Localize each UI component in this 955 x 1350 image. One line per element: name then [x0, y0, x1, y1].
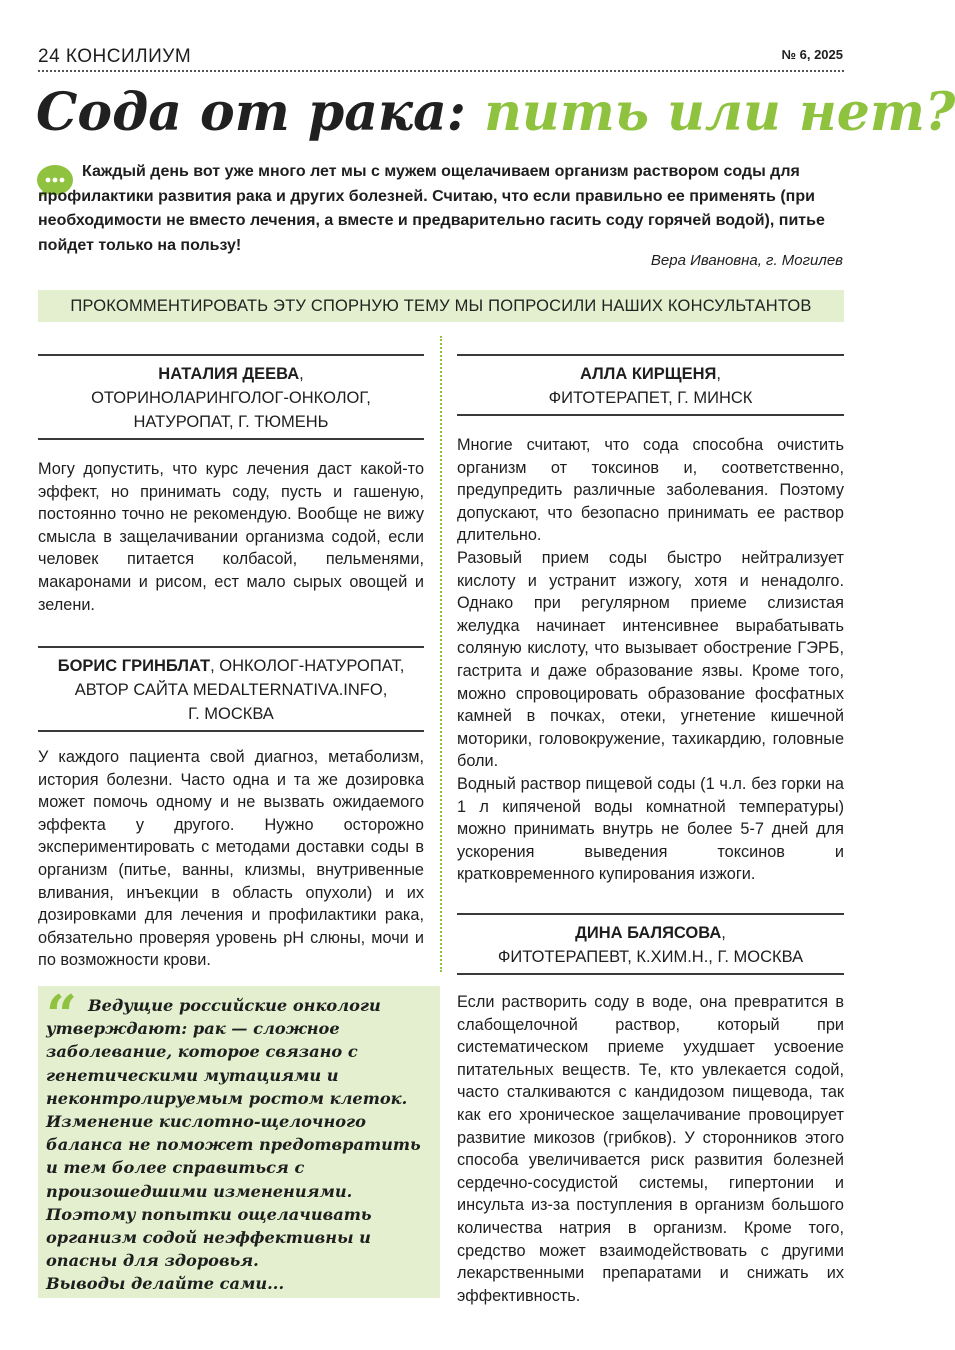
quote-box [38, 983, 440, 1298]
expert-comment: У каждого пациента свой диагноз, метаболизм, история болезни. Часто одна и та же дозировка может помочь одному и не вызвать ожидаемого эффекта у другого. Нужно осторожно экспериментировать с методами доставки соды в организм (питье, ванны, клизмы, внутривенные вливания, инъекции в область опухоли) и их дозировками для лечения и профилактики рака, обязательно проверяя уровень pH слюны, мочи и по возможности крови. [38, 748, 424, 970]
column-divider [440, 336, 442, 972]
quote-body: Ведущие российские онкологи утверждают: рак — сложное заболевание, которое связано с генетическими мутациями и неконтролируемым ростом клеток. Изменение кислотно-щелочного баланса не поможет предотвратить и тем более справиться с произошедшими изменениями. Поэтому попытки ощелачивать организм содой неэффективны и опасны для здоровья. [46, 996, 421, 1271]
expert-comment-paragraph: Многие считают, что сода способна очистить организм от токсинов и, соответственно, предупредить различные заболевания. Поэтому допускают, что безопасно принимать ее раствор длительно. [457, 436, 844, 545]
quote-mark-icon: “ [46, 983, 78, 1047]
expert-block-balyasova [457, 913, 844, 1307]
header-divider [38, 70, 844, 72]
expert-name: БОРИС ГРИНБЛАТ [57, 657, 211, 675]
expert-name: АЛЛА КИРЩЕНЯ [580, 365, 717, 383]
article-title [36, 80, 955, 146]
expert-comment-paragraph: Разовый прием соды быстро нейтрализует кислоту и устранит изжогу, хотя и ненадолго. Однако при регулярном приеме слизистая желудка начинает интенсивнее вырабатывать соляную кислоту, что вызывает обострение ГЭРБ, гастрита и даже образование язвы. Кроме того, можно спровоцировать образование фосфатных камней в почках, отеки, угнетение кишечной моторики, головокружение, тахикардию, головные боли. [457, 548, 844, 771]
page-section-label: 24 КОНСИЛИУМ [38, 46, 192, 67]
article-title-part2: пить или нет? [484, 82, 955, 143]
expert-comment: Могу допустить, что курс лечения даст какой-то эффект, но принимать соду, пусть и гашеную, постоянно точно не рекомендую. Вообще не вижу смысла в защелачивании организма содой, если человек питается колбасой, пельменями, макаронами и рисом, ест мало сырых овощей и зелени. [38, 460, 424, 614]
article-title-part1: Сода от рака: [36, 82, 466, 143]
lead-text: Каждый день вот уже много лет мы с мужем ощелачиваем организм раствором соды для профилактики развития рака и других болезней. Считаю, что если правильно ее применять (при необходимости не вместо лечения, а вместе и предварительно гасить соду горячей водой), питье пойдет только на пользу! [38, 163, 825, 254]
expert-title: ФИТОТЕРАПЕТ, Г. МИНСК [548, 389, 753, 407]
expert-header: ДИНА БАЛЯСОВА, ФИТОТЕРАПЕВТ, К.ХИМ.Н., Г. МОСКВА [457, 913, 844, 975]
lead-paragraph [38, 160, 844, 258]
quote-text [46, 994, 438, 1296]
expert-header: НАТАЛИЯ ДЕЕВА, ОТОРИНОЛАРИНГОЛОГ-ОНКОЛОГ, НАТУРОПАТ, Г. ТЮМЕНЬ [38, 354, 424, 440]
expert-block-kirshchenya [457, 354, 844, 886]
expert-block-deeva [38, 354, 424, 616]
expert-title: , ОНКОЛОГ-НАТУРОПАТ, [210, 657, 405, 675]
expert-block-grinblat [38, 646, 424, 972]
expert-name: НАТАЛИЯ ДЕЕВА [158, 365, 300, 383]
lead-signature: Вера Ивановна, г. Могилев [650, 252, 843, 269]
expert-title-line3: Г. МОСКВА [188, 705, 274, 723]
expert-comment [457, 434, 844, 886]
expert-title: ОТОРИНОЛАРИНГОЛОГ-ОНКОЛОГ, [91, 389, 371, 407]
quote-closing: Выводы делайте сами... [46, 1274, 285, 1294]
expert-title: ФИТОТЕРАПЕВТ, К.ХИМ.Н., Г. МОСКВА [497, 948, 804, 966]
expert-header: АЛЛА КИРЩЕНЯ, ФИТОТЕРАПЕТ, Г. МИНСК [457, 354, 844, 416]
expert-title-line2: НАТУРОПАТ, Г. ТЮМЕНЬ [133, 413, 329, 431]
expert-comment-paragraph: Водный раствор пищевой соды (1 ч.л. без горки на 1 л кипяченой воды комнатной температуры) можно принимать внутрь не более 5-7 дней для ускорения выведения токсинов и кратковременного купирования изжоги. [457, 774, 844, 884]
issue-number: № 6, 2025 [781, 47, 843, 62]
expert-name: ДИНА БАЛЯСОВА [575, 924, 722, 942]
expert-comment: Если растворить соду в воде, она превратится в слабощелочной раствор, который при систематическом приеме ухудшает усвоение питательных веществ. Те, кто увлекается содой, часто сталкиваются с кандидозом пищевода, так как его хроническое защелачивание провоцирует развитие микозов (грибков). У сторонников этого способа увеличивается риск развития болезней сердечно-сосудистой системы, гипертонии и инсульта из-за поступления в организм большого количества натрия в организм. Кроме того, средство может взаимодействовать с другими лекарственными препаратами и снижать их эффективность. [457, 993, 844, 1305]
consultants-banner [38, 290, 844, 322]
expert-header [38, 646, 424, 732]
expert-title-line2: АВТОР САЙТА MEDALTERNATIVA.INFO, [74, 681, 388, 699]
consultants-banner-text: ПРОКОММЕНТИРОВАТЬ ЭТУ СПОРНУЮ ТЕМУ МЫ ПОПРОСИЛИ НАШИХ КОНСУЛЬТАНТОВ [70, 297, 812, 315]
